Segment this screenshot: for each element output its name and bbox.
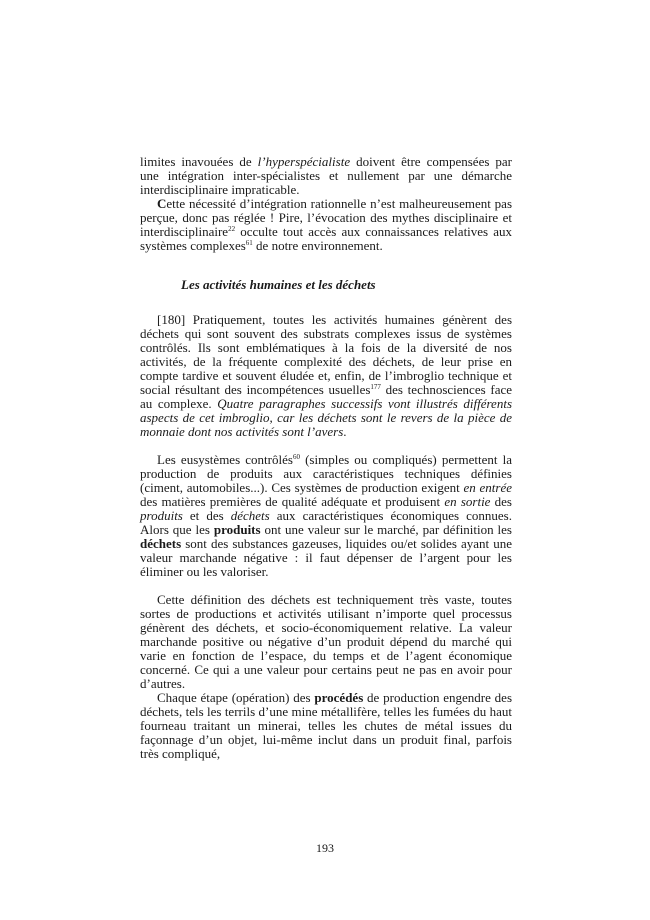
- paragraph: [140, 453, 512, 579]
- text-run: ette nécessité d’intégration rationnelle n’est malheureusement pas perçue, donc pas réglée ! Pire, l’évocation des mythes disciplinaire et interdisciplinaire: [140, 196, 512, 239]
- page-number: 193: [316, 841, 334, 855]
- text-column: [140, 155, 512, 761]
- text-run: ont une valeur sur le marché, par définition les: [260, 522, 512, 537]
- bold-text: produits: [213, 522, 261, 537]
- text-run: [180] Pratiquement, toutes les activités humaines génèrent des déchets qui sont souvent des substrats complexes issus de systèmes contrôlés. Ils sont emblématiques à la fois de la diversité de nos activités, de la fréquente complexité des déchets, de leur prise en compte tardive et souvent éludée et, enfin, de l’imbroglio technique et social résultant des incompétences usuelles: [140, 312, 512, 397]
- text-run: Chaque étape (opération) des: [157, 690, 315, 705]
- text-block-definition: [140, 593, 512, 761]
- paragraph: [140, 155, 512, 197]
- text-run: de production engendre des déchets, tels les terrils d’une mine métallifère, telles les fumées du haut fourneau traitant un minerai, telles les chutes de métal issues du façonnage d’un objet, lui-même inclut dans un produit final, parfois très compliqué,: [140, 690, 512, 761]
- paragraph: [140, 593, 512, 691]
- footnote-ref: 22: [228, 225, 236, 233]
- footnote-ref: 177: [370, 383, 381, 391]
- paragraph: [140, 313, 512, 439]
- text-run: aux caractéristiques économiques connues. Alors que les: [140, 508, 512, 537]
- section-heading: Les activités humaines et les déchets: [181, 277, 376, 292]
- italic-text: l’hyperspécialiste: [257, 154, 351, 169]
- text-run: des matières premières de qualité adéquate et produisent: [140, 494, 445, 509]
- bold-text: C: [157, 196, 167, 211]
- text-run: sont des substances gazeuses, liquides ou/et solides ayant une valeur marchande négative : il faut dépenser de l’argent pour les éliminer ou les valoriser.: [140, 536, 512, 579]
- italic-text: en entrée: [463, 480, 512, 495]
- text-block-eusystemes: [140, 453, 512, 579]
- paragraph: [140, 197, 512, 253]
- text-run: limites inavouées de: [140, 154, 258, 169]
- italic-text: Quatre paragraphes successifs vont illustrés différents aspects de cet imbroglio, car les déchets sont le revers de la pièce de monnaie dont nos activités sont l’avers: [140, 396, 513, 439]
- text-run: et des: [182, 508, 231, 523]
- bold-text: déchets: [140, 536, 182, 551]
- text-run: Cette définition des déchets est techniquement très vaste, toutes sortes de productions et activités utilisant n’importe quel processus génèrent des déchets, et socio-économiquement relative. La valeur marchande positive ou négative d’un produit dépend du marché qui varie en fonction de l’espace, du temps et de l’agent économique concerné. Ce qui a une valeur pour certains peut ne pas en avoir pour d’autres.: [140, 592, 512, 691]
- italic-text: en sortie: [444, 494, 491, 509]
- footnote-ref: 60: [292, 453, 300, 461]
- text-block-integration: [140, 155, 512, 253]
- text-run: (simples ou compliqués) permettent la production de produits aux caractéristiques techniques définies (ciment, automobiles...). Ces systèmes de production exigent: [140, 452, 512, 495]
- text-run: .: [343, 424, 347, 439]
- text-run: doivent être compensées par une intégration inter-spécialistes et nullement par une démarche interdisciplinaire impraticable.: [140, 154, 513, 197]
- text-run: de notre environnement.: [252, 238, 383, 253]
- italic-text: déchets: [230, 508, 270, 523]
- footnote-ref: 61: [245, 239, 253, 247]
- text-run: occulte tout accès aux connaissances relatives aux systèmes complexes: [140, 224, 512, 253]
- text-run: Les eusystèmes contrôlés: [157, 452, 293, 467]
- text-run: des: [490, 494, 512, 509]
- paragraph: [140, 691, 512, 761]
- text-block-activites: [140, 313, 512, 439]
- bold-text: procédés: [314, 690, 364, 705]
- italic-text: produits: [140, 508, 183, 523]
- text-run: des technosciences face au complexe.: [140, 382, 513, 411]
